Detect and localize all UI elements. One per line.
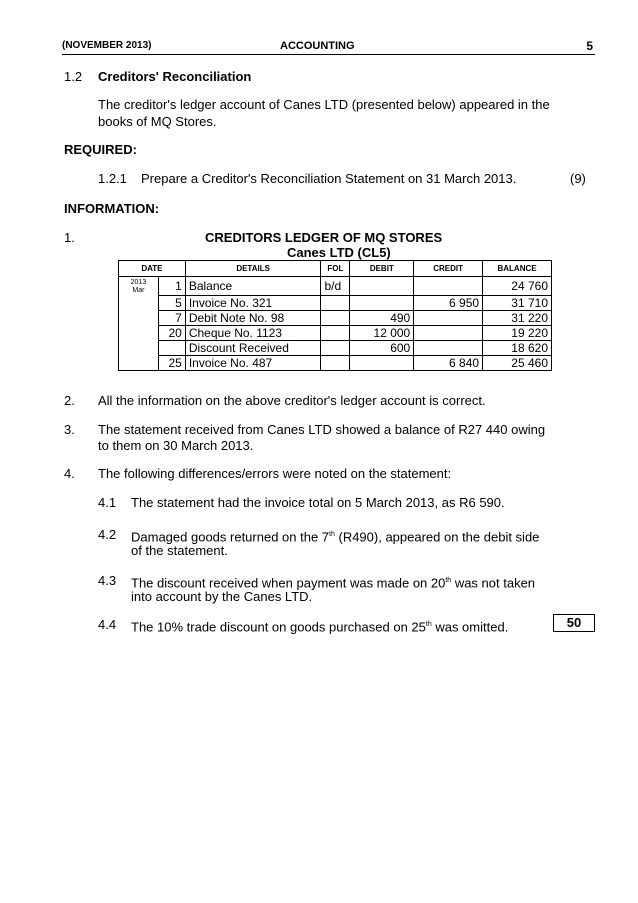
row-details: Invoice No. 487 (185, 356, 321, 371)
row-fol: b/d (321, 277, 350, 296)
question-number: 1.2 (64, 69, 83, 84)
row-day: 25 (158, 356, 185, 371)
ledger-subtitle: Canes LTD (CL5) (287, 245, 391, 260)
row-day: 1 (158, 277, 185, 296)
row-fol (321, 296, 350, 311)
row-balance: 25 460 (483, 356, 552, 371)
item-4-2-text-a: Damaged goods returned on the 7 (131, 529, 330, 545)
row-credit (414, 277, 483, 296)
item-4-2-number: 4.2 (98, 527, 117, 542)
total-marks-box: 50 (553, 614, 595, 632)
item-3-number: 3. (64, 422, 75, 437)
item-4-3-line-2: into account by the Canes LTD. (131, 589, 313, 604)
row-day: 5 (158, 296, 185, 311)
row-debit: 490 (350, 311, 414, 326)
intro-line-1: The creditor's ledger account of Canes LTD (presented below) appeared in the (98, 97, 550, 112)
row-balance: 24 760 (483, 277, 552, 296)
item-4-2-sup: th (329, 531, 335, 538)
row-debit: 600 (350, 341, 414, 356)
col-date: DATE (119, 261, 186, 277)
col-fol: FOL (321, 261, 350, 277)
item-2-number: 2. (64, 393, 75, 408)
row-details: Cheque No. 1123 (185, 326, 321, 341)
required-item-number: 1.2.1 (98, 171, 127, 186)
year-month-cell (119, 277, 159, 371)
table-row (119, 277, 552, 296)
row-credit (414, 341, 483, 356)
row-debit (350, 277, 414, 296)
row-day: 20 (158, 326, 185, 341)
ledger-item-number: 1. (64, 230, 75, 245)
item-4-3-text-b: was not taken (451, 575, 536, 591)
item-4-2-text-b: (R490), appeared on the debit side (334, 529, 540, 545)
row-fol (321, 326, 350, 341)
col-credit: CREDIT (414, 261, 483, 277)
ledger-year: 2013 (130, 279, 147, 286)
item-4-3-text-a: The discount received when payment was made on 20 (131, 575, 446, 591)
row-details: Balance (185, 277, 321, 296)
item-4-1-number: 4.1 (98, 495, 117, 510)
item-4-2-line-2: of the statement. (131, 543, 228, 558)
row-fol (321, 341, 350, 356)
item-4-3-number: 4.3 (98, 573, 117, 588)
header-subject: ACCOUNTING (280, 40, 355, 52)
item-4-4-text-a: The 10% trade discount on goods purchased on 25 (131, 619, 426, 635)
table-row (119, 296, 552, 311)
table-row (119, 341, 552, 356)
row-credit (414, 326, 483, 341)
item-4-4-number: 4.4 (98, 617, 117, 632)
item-3-line-1: The statement received from Canes LTD showed a balance of R27 440 owing (98, 422, 546, 437)
row-details: Discount Received (185, 341, 321, 356)
row-balance: 31 710 (483, 296, 552, 311)
header-page-number: 5 (586, 39, 593, 53)
page-header (62, 40, 595, 55)
table-row (119, 311, 552, 326)
row-debit: 12 000 (350, 326, 414, 341)
item-2-text: All the information on the above creditor's ledger account is correct. (98, 393, 486, 408)
row-balance: 31 220 (483, 311, 552, 326)
item-4-4-text-b: was omitted. (431, 619, 509, 635)
information-heading: INFORMATION: (64, 201, 160, 216)
row-details: Invoice No. 321 (185, 296, 321, 311)
ledger-month: Mar (132, 287, 145, 294)
item-4-3-sup: th (445, 577, 452, 584)
row-balance: 18 620 (483, 341, 552, 356)
required-marks: (9) (570, 171, 586, 186)
col-details: DETAILS (185, 261, 321, 277)
question-title: Creditors' Reconciliation (98, 69, 252, 84)
row-details: Debit Note No. 98 (185, 311, 321, 326)
table-row (119, 326, 552, 341)
col-debit: DEBIT (350, 261, 414, 277)
ledger-header-row (119, 261, 552, 277)
item-4-4-sup: th (425, 621, 432, 628)
row-credit: 6 950 (414, 296, 483, 311)
intro-line-2: books of MQ Stores. (98, 114, 217, 129)
row-balance: 19 220 (483, 326, 552, 341)
item-4-4-text (131, 616, 508, 635)
table-row (119, 356, 552, 371)
row-day: 7 (158, 311, 185, 326)
row-debit (350, 296, 414, 311)
required-heading: REQUIRED: (64, 142, 137, 157)
item-4-1-text: The statement had the invoice total on 5 March 2013, as R6 590. (131, 495, 505, 510)
item-4-text: The following differences/errors were noted on the statement: (98, 466, 452, 481)
ledger-title: CREDITORS LEDGER OF MQ STORES (205, 230, 443, 245)
ledger-table (118, 260, 552, 371)
row-debit (350, 356, 414, 371)
required-item-text: Prepare a Creditor's Reconciliation Statement on 31 March 2013. (141, 171, 517, 186)
row-fol (321, 311, 350, 326)
row-day (158, 341, 185, 356)
row-credit: 6 840 (414, 356, 483, 371)
row-fol (321, 356, 350, 371)
col-balance: BALANCE (483, 261, 552, 277)
item-3-line-2: to them on 30 March 2013. (98, 438, 254, 453)
row-credit (414, 311, 483, 326)
header-date: (NOVEMBER 2013) (62, 40, 152, 51)
item-4-number: 4. (64, 466, 75, 481)
